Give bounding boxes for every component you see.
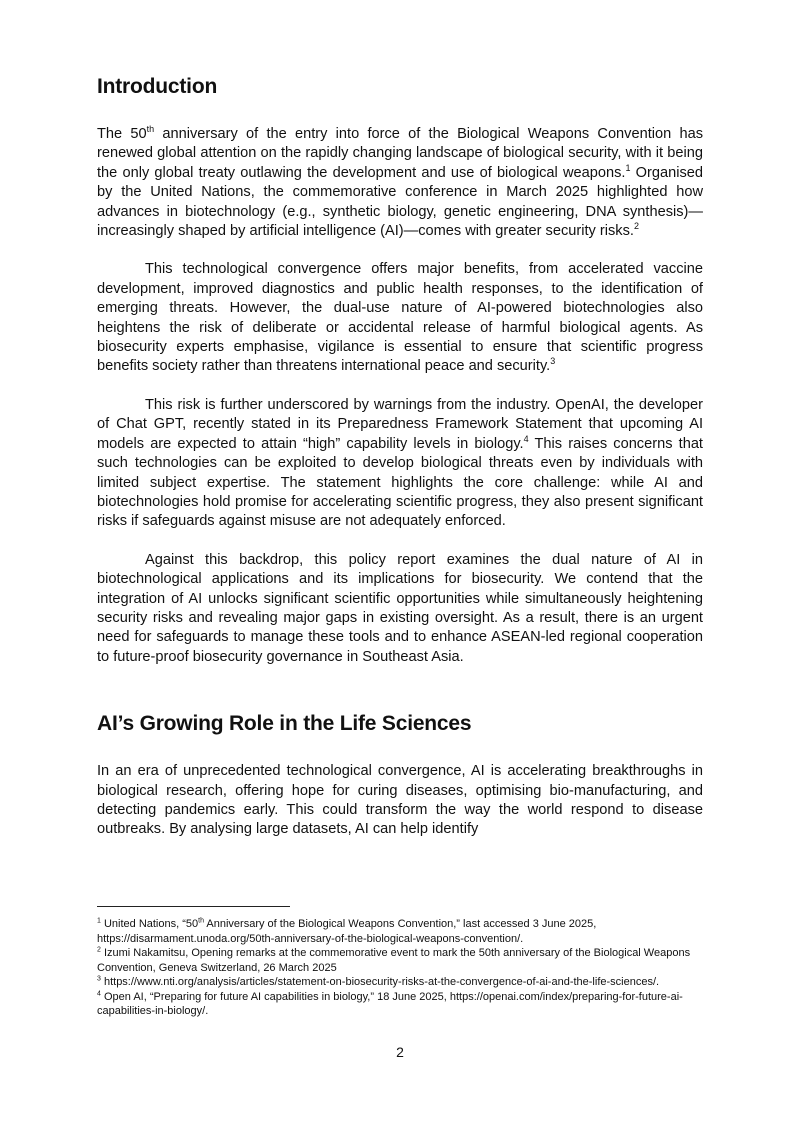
footnotes: [97, 906, 703, 1019]
footnote-ref: 2: [633, 221, 639, 232]
footnote-2: $^2$ Izumi Nakamitsu, Opening remarks at the commemorative event to mark the 50th anniversary of the Biological Weapons Convention, Geneva Switzerland, 26 March 2025: [97, 946, 691, 974]
section-heading-ai-growing-role: AI’s Growing Role in the Life Sciences: [97, 712, 472, 736]
footnote-ref: th: [198, 917, 204, 925]
intro-paragraph-3: This risk is further underscored by warnings from the industry. OpenAI, the developer of Chat GPT, recently stated in its Preparedness Framework Statement that upcoming AI models are expected to attain “high” capability levels in biology.$^4$ This raises concerns that such technologies can be exploited to develop biological threats even by individuals with limited subject expertise. The statement highlights the core challenge: while AI and biotechnologies hold promise for accelerating scientific progress, they also present significant risks if safeguards against misuse are not adequately enforced.: [97, 396, 703, 530]
intro-paragraph-2: This technological convergence offers major benefits, from accelerated vaccine development, improved diagnostics and public health responses, to the identification of emerging threats. However, the dual-use nature of AI-powered biotechnologies also heightens the risk of deliberate or accidental release of harmful biological agents. As biosecurity experts emphasise, vigilance is essential to ensure that scientific progress benefits society rather than threatens international peace and security.$^3$: [97, 261, 703, 375]
footnote-ref: 3: [97, 975, 101, 983]
footnote-4: $^4$ Open AI, “Preparing for future AI capabilities in biology,” 18 June 2025, https://openai.com/index/preparing-for-future-ai-capabilities-in-biology/.: [97, 989, 683, 1017]
footnote-ref: th: [146, 124, 155, 135]
ai-role-paragraph-1: In an era of unprecedented technological convergence, AI is accelerating breakthroughs in biological research, offering hope for curing diseases, optimising bio-manufacturing, and detecting pandemics early. This could transform the way the world respond to disease outbreaks. By analysing large datasets, AI can help identify: [97, 763, 703, 838]
footnote-ref: 1: [97, 917, 101, 925]
section-heading-introduction: Introduction: [97, 75, 218, 98]
footnote-ref: 4: [523, 433, 529, 444]
intro-paragraph-1: The 50th anniversary of the entry into force of the Biological Weapons Convention has renewed global attention on the rapidly changing landscape of biological security, with it being the only global treaty outlawing the development and use of biological weapons.$^1$ Organised by the United Nations, the commemorative conference in March 2025 highlighted how advances in biotechnology (e.g., synthetic biology, genetic engineering, DNA synthesis)—increasingly shaped by artificial intelligence (AI)—comes with greater security risks.$^2$: [97, 124, 704, 240]
footnote-ref: 2: [97, 946, 101, 954]
footnote-ref: 4: [97, 989, 101, 997]
footnote-ref: 3: [550, 356, 556, 367]
intro-paragraph-4: Against this backdrop, this policy report examines the dual nature of AI in biotechnological applications and its implications for biosecurity. We contend that the integration of AI unlocks significant scientific opportunities while simultaneously heightening security risks and revealing major gaps in existing oversight. As a result, there is an urgent need for safeguards to manage these tools and to enhance ASEAN-led regional cooperation to future-proof biosecurity governance in Southeast Asia.: [97, 551, 703, 665]
footnote-3: $^3$ https://www.nti.org/analysis/articles/statement-on-biosecurity-risks-at-the-convergence-of-ai-and-the-life-sciences/.: [97, 975, 660, 988]
footnote-1: $^1$ United Nations, “50th Anniversary of the Biological Weapons Convention,” last accessed 3 June 2025, https://disarmament.unoda.org/50th-anniversary-of-the-biological-weapons-convention/.: [97, 917, 597, 945]
footnote-ref: 1: [625, 162, 631, 173]
main-content: [97, 70, 703, 840]
footnote-divider: [97, 906, 290, 907]
page-number: 2: [396, 1044, 404, 1060]
